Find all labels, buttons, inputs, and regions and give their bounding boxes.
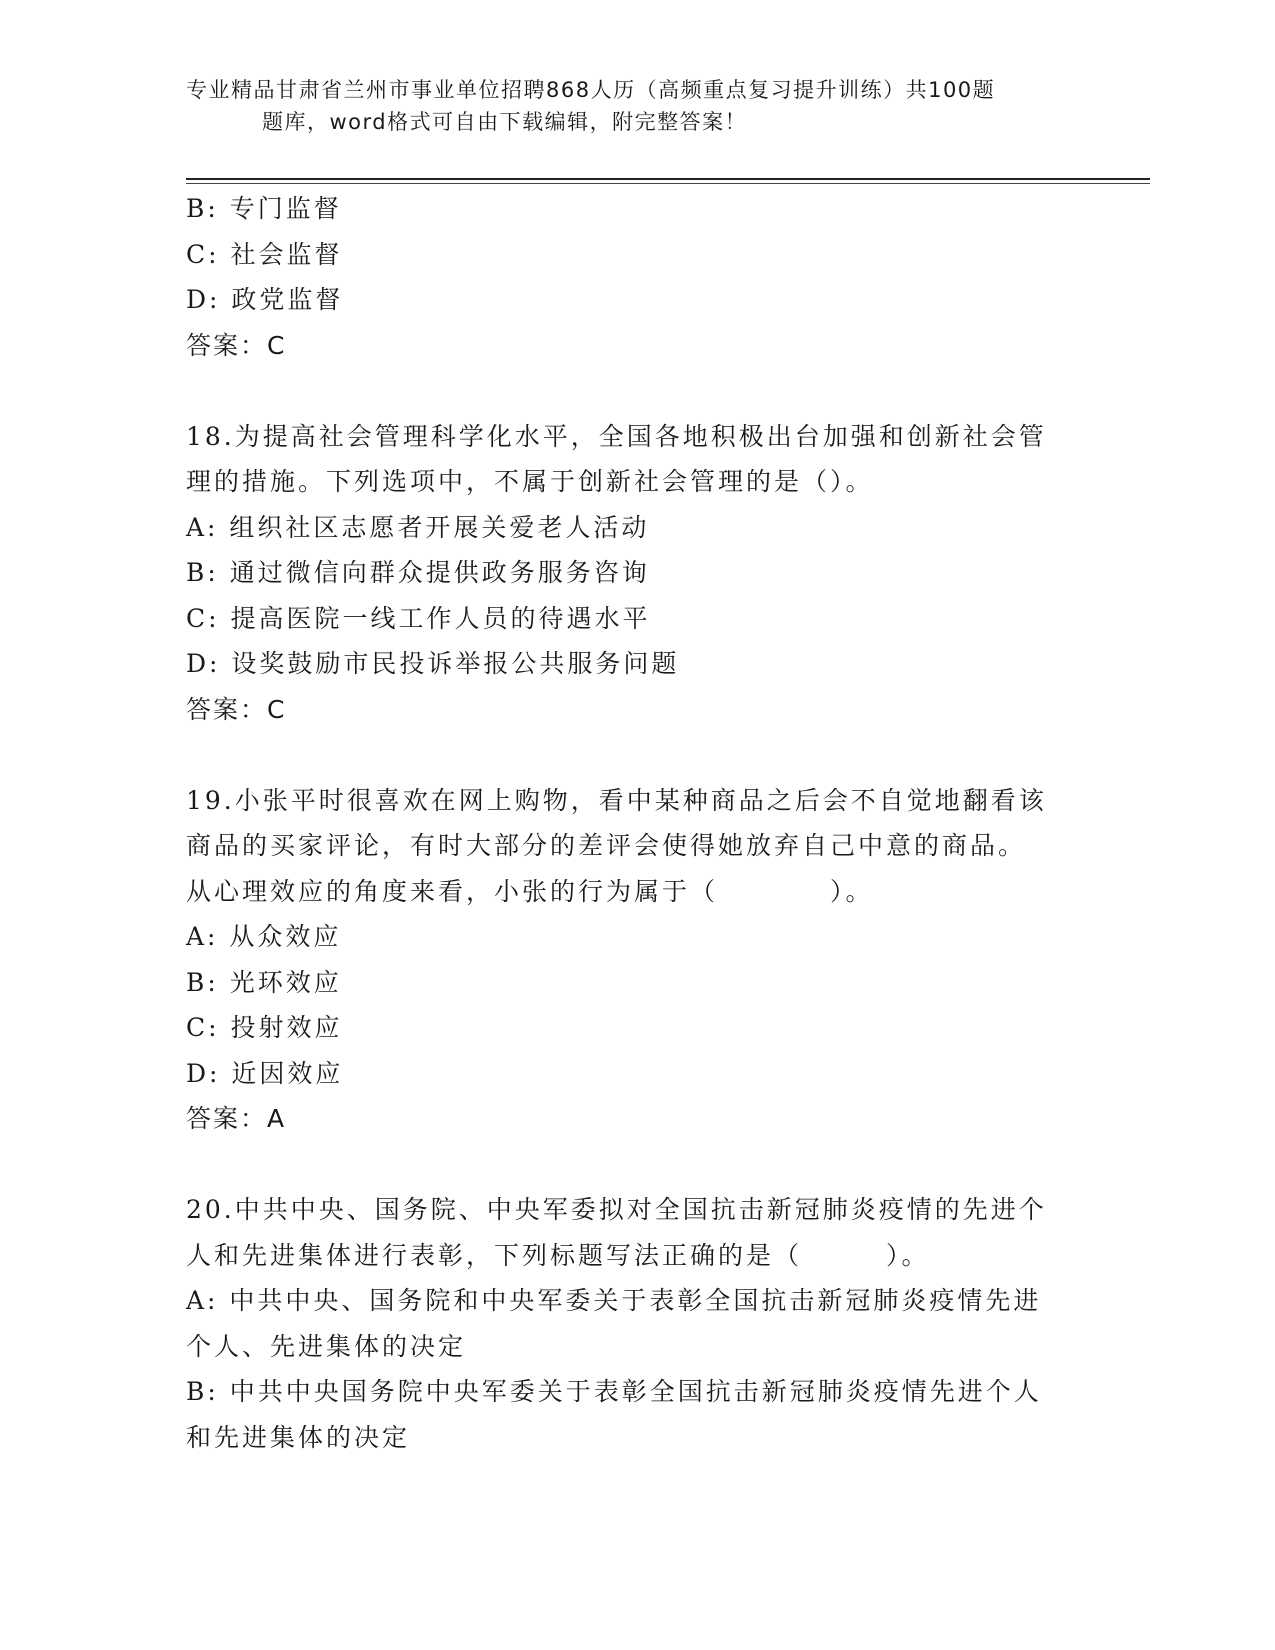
spacer bbox=[186, 732, 1086, 778]
q19-answer: 答案：A bbox=[186, 1104, 287, 1133]
q20-option-b-line-1: B: 中共中央国务院中央军委关于表彰全国抗击新冠肺炎疫情先进个人 bbox=[186, 1377, 1042, 1406]
q18-option-a: A: 组织社区志愿者开展关爱老人活动 bbox=[186, 512, 650, 542]
spacer bbox=[186, 1142, 1086, 1188]
question-18 bbox=[186, 414, 1086, 733]
q18-option-c: C: 提高医院一线工作人员的待遇水平 bbox=[186, 603, 651, 633]
q19-option-a: A: 从众效应 bbox=[186, 922, 342, 951]
page-header bbox=[186, 74, 1086, 138]
q17-answer: 答案：C bbox=[186, 330, 287, 360]
q20-option-a-line-2: 个人、先进集体的决定 bbox=[186, 1331, 467, 1361]
q19-stem-line-2: 商品的买家评论，有时大部分的差评会使得她放弃自己中意的商品。 bbox=[186, 831, 1027, 860]
question-19 bbox=[186, 778, 1086, 1142]
header-title-line-1: 专业精品甘肃省兰州市事业单位招聘868人历（高频重点复习提升训练）共100题 bbox=[186, 78, 996, 102]
q17-option-b: B: 专门监督 bbox=[186, 194, 342, 223]
q19-stem-line-3: 从心理效应的角度来看，小张的行为属于（ ）。 bbox=[186, 876, 874, 906]
q20-stem-line-1: 20.中共中央、国务院、中央军委拟对全国抗击新冠肺炎疫情的先进个 bbox=[186, 1195, 1047, 1224]
q19-option-c: C: 投射效应 bbox=[186, 1013, 343, 1042]
header-title-line-2: 题库，word格式可自由下载编辑，附完整答案！ bbox=[262, 110, 748, 134]
q19-option-b: B: 光环效应 bbox=[186, 967, 342, 997]
q20-option-a-line-1: A: 中共中央、国务院和中央军委关于表彰全国抗击新冠肺炎疫情先进 bbox=[186, 1286, 1042, 1315]
question-20 bbox=[186, 1187, 1086, 1460]
header-rule-thin bbox=[186, 183, 1150, 184]
q17-option-d: D: 政党监督 bbox=[186, 285, 344, 314]
q20-option-b-line-2: 和先进集体的决定 bbox=[186, 1422, 411, 1452]
q18-stem-line-1: 18.为提高社会管理科学化水平，全国各地积极出台加强和创新社会管 bbox=[186, 421, 1047, 451]
question-17-continued bbox=[186, 186, 1086, 368]
document-body bbox=[186, 186, 1086, 1460]
q17-option-c: C: 社会监督 bbox=[186, 239, 343, 269]
q18-option-b: B: 通过微信向群众提供政务服务咨询 bbox=[186, 558, 650, 587]
header-rule-thick bbox=[186, 178, 1150, 180]
q18-answer: 答案：C bbox=[186, 694, 287, 724]
q18-option-d: D: 设奖鼓励市民投诉举报公共服务问题 bbox=[186, 649, 680, 678]
q18-stem-line-2: 理的措施。下列选项中，不属于创新社会管理的是（）。 bbox=[186, 467, 874, 496]
spacer bbox=[186, 368, 1086, 414]
q19-option-d: D: 近因效应 bbox=[186, 1058, 344, 1088]
q20-stem-line-2: 人和先进集体进行表彰，下列标题写法正确的是（ ）。 bbox=[186, 1240, 930, 1270]
q19-stem-line-1: 19.小张平时很喜欢在网上购物，看中某种商品之后会不自觉地翻看该 bbox=[186, 785, 1047, 815]
